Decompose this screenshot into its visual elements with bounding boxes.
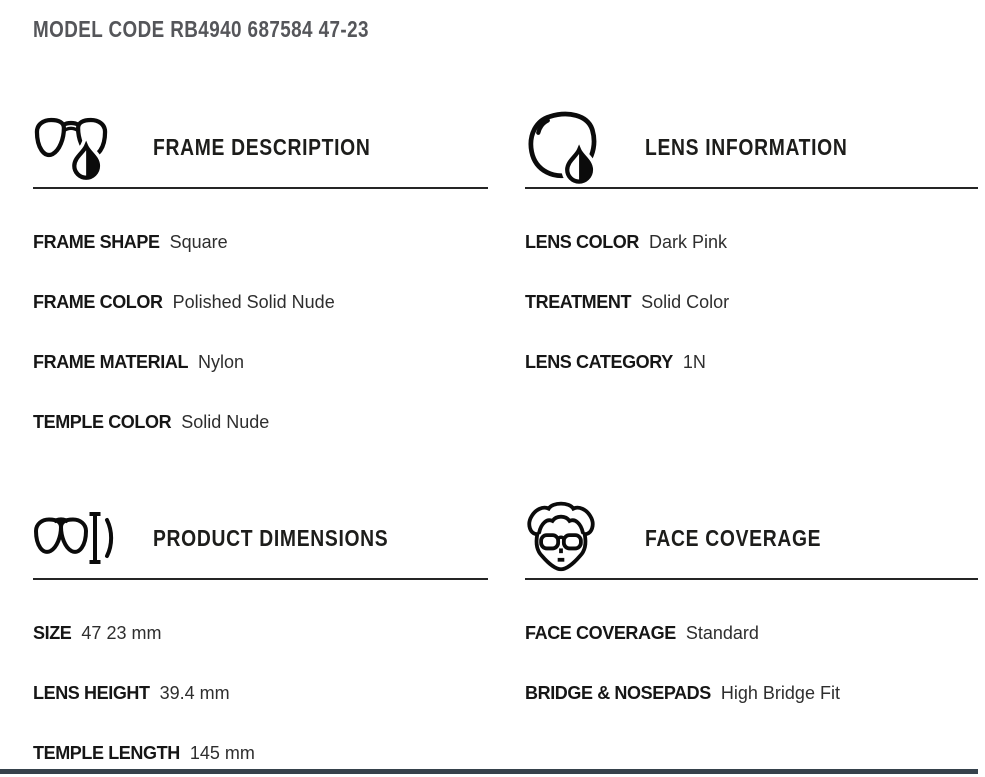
spec-label: TREATMENT: [525, 292, 632, 312]
section-product-dimensions: [33, 434, 488, 765]
spec-label: LENS HEIGHT: [33, 683, 150, 703]
spec-label: TEMPLE LENGTH: [33, 743, 180, 763]
product-dimensions-rows: [33, 623, 488, 765]
spec-row-lens-color: [525, 232, 978, 254]
section-title: PRODUCT DIMENSIONS: [153, 524, 389, 551]
glasses-ruler-icon: [33, 506, 117, 570]
spec-label: FRAME MATERIAL: [33, 352, 189, 372]
spec-value: 1N: [682, 352, 706, 372]
spec-value: Square: [169, 232, 228, 252]
frame-description-header: [33, 107, 488, 189]
bottom-divider: [0, 769, 978, 774]
page-title: MODEL CODE RB4940 687584 47-23: [33, 16, 369, 42]
spec-value: 39.4 mm: [159, 683, 230, 703]
section-title: FACE COVERAGE: [645, 524, 822, 551]
spec-label: TEMPLE COLOR: [33, 412, 172, 432]
spec-value: Standard: [685, 623, 759, 643]
frame-description-rows: [33, 232, 488, 434]
section-title: LENS INFORMATION: [645, 133, 848, 160]
section-face-coverage: [525, 434, 978, 765]
spec-grid: [33, 43, 985, 765]
face-coverage-header: [525, 498, 978, 580]
spec-row-face-coverage: [525, 623, 978, 645]
spec-row-treatment: [525, 292, 978, 314]
spec-row-frame-color: [33, 292, 488, 314]
section-title: FRAME DESCRIPTION: [153, 133, 371, 160]
spec-label: BRIDGE & NOSEPADS: [525, 683, 711, 703]
spec-value: Nylon: [198, 352, 245, 372]
spec-row-bridge-nosepads: [525, 683, 978, 705]
lens-droplet-icon: [525, 110, 609, 184]
lens-information-rows: [525, 232, 978, 374]
face-coverage-rows: [525, 623, 978, 705]
spec-row-lens-category: [525, 352, 978, 374]
spec-label: SIZE: [33, 623, 72, 643]
spec-row-lens-height: [33, 683, 488, 705]
sunglasses-droplet-icon: [33, 112, 117, 182]
spec-row-frame-material: [33, 352, 488, 374]
spec-label: FRAME COLOR: [33, 292, 163, 312]
lens-information-header: [525, 107, 978, 189]
spec-value: 47 23 mm: [81, 623, 162, 643]
spec-value: 145 mm: [189, 743, 255, 763]
spec-value: Dark Pink: [649, 232, 728, 252]
product-dimensions-header: [33, 498, 488, 580]
section-lens-information: [525, 43, 978, 434]
spec-row-size: [33, 623, 488, 645]
spec-value: Solid Nude: [181, 412, 270, 432]
spec-label: FACE COVERAGE: [525, 623, 676, 643]
spec-value: High Bridge Fit: [720, 683, 840, 703]
spec-row-temple-color: [33, 412, 488, 434]
spec-value: Polished Solid Nude: [172, 292, 335, 312]
spec-label: FRAME SHAPE: [33, 232, 160, 252]
spec-row-temple-length: [33, 743, 488, 765]
spec-label: LENS COLOR: [525, 232, 640, 252]
face-with-glasses-icon: [525, 500, 609, 576]
spec-row-frame-shape: [33, 232, 488, 254]
spec-value: Solid Color: [641, 292, 730, 312]
spec-label: LENS CATEGORY: [525, 352, 673, 372]
section-frame-description: [33, 43, 488, 434]
